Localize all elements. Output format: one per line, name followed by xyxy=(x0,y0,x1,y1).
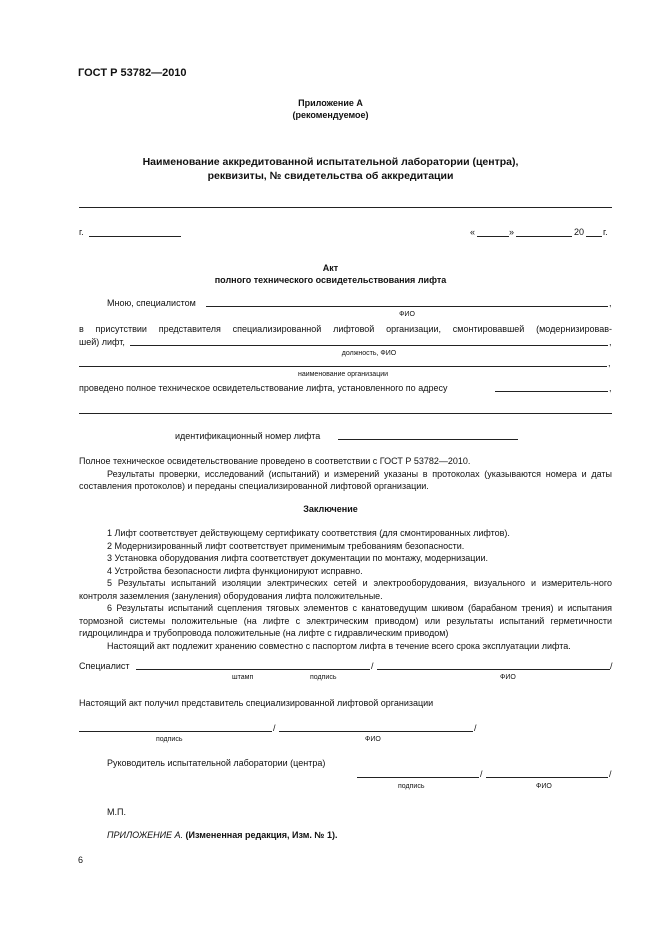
amendment-note-text: (Измененная редакция, Изм. № 1). xyxy=(183,830,338,840)
head-fio-field[interactable] xyxy=(486,777,608,778)
address-comma: , xyxy=(609,383,612,393)
received-by-label: Настоящий акт получил представитель специализированной лифтовой организации xyxy=(79,698,434,708)
conclusion-item: 6 Результаты испытаний сцепления тяговых элементов с канатоведущим шкивом (барабаном трения) и испытания тормозной системы положительные (на лифте с электрическим приводом) или результаты испытаний герметичности гидроцилиндра и трубопровода положительные (на лифте с гидравлическим приводом) xyxy=(79,603,612,638)
address-label: проведено полное техническое освидетельствование лифта, установленного по адресу xyxy=(79,383,448,393)
representative-field[interactable] xyxy=(130,345,608,346)
presence-text-line2: шей) лифт, xyxy=(79,337,125,347)
organization-comma: , xyxy=(608,358,611,368)
conclusion-item: 4 Устройства безопасности лифта функционируют исправно. xyxy=(107,565,363,576)
conclusion-item: 3 Установка оборудования лифта соответствует документации по монтажу, модернизации. xyxy=(107,553,489,563)
date-year-suffix: г. xyxy=(603,227,608,237)
specialist-fio-field[interactable] xyxy=(206,306,608,307)
specialist-slash: / xyxy=(371,661,374,671)
appendix-type: (рекомендуемое) xyxy=(292,110,369,120)
lab-head-label: Руководитель испытательной лаборатории (центра) xyxy=(107,758,326,768)
head-signature-field[interactable] xyxy=(357,777,479,778)
id-number-label: идентификационный номер лифта xyxy=(175,431,321,441)
specialist-stamp-signature-field[interactable] xyxy=(136,669,370,670)
address-field-1[interactable] xyxy=(495,391,608,392)
conclusion-item: 2 Модернизированный лифт соответствует применимым требованиям безопасности. xyxy=(107,540,465,551)
conclusion-item: 5 Результаты испытаний изоляции электрических сетей и электрооборудования, визуального и измеритель-ного контроля заземления (зануления) оборудования лифта положительные. xyxy=(79,578,612,601)
city-field[interactable] xyxy=(89,236,181,237)
seal-place: М.П. xyxy=(107,807,126,817)
organization-field[interactable] xyxy=(79,366,607,367)
conclusion-list xyxy=(79,527,612,652)
lab-name-line2: реквизиты, № свидетельства об аккредитации xyxy=(207,170,454,182)
body-paragraph-2: Результаты проверки, исследований (испытаний) и измерений указаны в протоколах (указываются номера и даты составления протоколов) и переданы специализированной лифтовой организации. xyxy=(79,468,612,491)
id-number-field[interactable] xyxy=(338,439,518,440)
specialist-fio-signature-field[interactable] xyxy=(377,669,610,670)
representative-comma: , xyxy=(609,337,612,347)
date-day-field[interactable] xyxy=(477,236,509,237)
stamp-caption: штамп xyxy=(232,674,254,681)
city-label: г. xyxy=(79,227,84,237)
act-subtitle: полного технического освидетельствования лифта xyxy=(214,275,447,285)
act-title: Акт xyxy=(322,263,339,273)
organization-caption: наименование организации xyxy=(297,371,389,378)
head-slash: / xyxy=(480,769,483,779)
date-close-quote: » xyxy=(509,227,515,237)
specialist-label: Мною, специалистом xyxy=(107,298,196,308)
head-end-slash: / xyxy=(609,769,612,779)
specialist-signature-label: Специалист xyxy=(79,661,130,671)
received-end-slash: / xyxy=(474,723,477,733)
storage-note: Настоящий акт подлежит хранению совместно с паспортом лифта в течение всего срока эксплуатации лифта. xyxy=(107,640,571,651)
signature-caption: подпись xyxy=(310,674,337,681)
address-field-2[interactable] xyxy=(79,413,612,414)
received-signature-caption: подпись xyxy=(156,736,183,743)
body-paragraph-1: Полное техническое освидетельствование проведено в соответствии с ГОСТ Р 53782—2010. xyxy=(79,456,471,466)
lab-details-line xyxy=(79,207,612,208)
fio-caption: ФИО xyxy=(500,674,516,681)
appendix-title: Приложение А xyxy=(298,98,363,108)
amendment-note-appendix: ПРИЛОЖЕНИЕ А. xyxy=(107,830,184,840)
amendment-note xyxy=(107,829,337,841)
specialist-fio-caption: ФИО xyxy=(399,311,415,318)
date-open-quote: « xyxy=(470,227,476,237)
date-year-label: 20 xyxy=(574,227,585,237)
body-text xyxy=(79,455,612,493)
lab-name-line1: Наименование аккредитованной испытательной лаборатории (центра), xyxy=(142,156,519,168)
conclusion-item: 1 Лифт соответствует действующему сертификату соответствия (для смонтированных лифтов). xyxy=(107,528,510,538)
position-fio-caption: должность, ФИО xyxy=(341,350,397,357)
head-signature-caption: подпись xyxy=(398,783,425,790)
received-fio-field[interactable] xyxy=(279,731,473,732)
received-fio-caption: ФИО xyxy=(365,736,381,743)
presence-text-line1: в присутствии представителя специализированной лифтовой организации, смонтировавшей (модернизировав- xyxy=(79,324,612,334)
received-slash: / xyxy=(273,723,276,733)
received-signature-field[interactable] xyxy=(79,731,272,732)
specialist-comma: , xyxy=(609,298,612,308)
date-year-field[interactable] xyxy=(586,236,602,237)
page-number: 6 xyxy=(78,855,84,865)
document-header: ГОСТ Р 53782—2010 xyxy=(78,67,187,79)
head-fio-caption: ФИО xyxy=(536,783,552,790)
specialist-end-slash: / xyxy=(610,661,613,671)
date-month-field[interactable] xyxy=(516,236,572,237)
conclusion-title: Заключение xyxy=(303,504,358,514)
